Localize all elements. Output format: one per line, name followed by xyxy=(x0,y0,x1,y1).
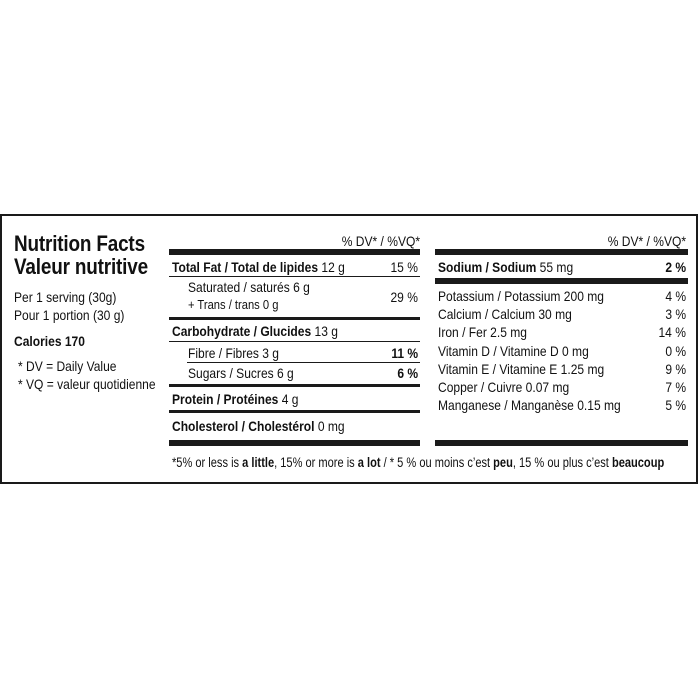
divider xyxy=(169,440,420,446)
serving-fr: Pour 1 portion (30 g) xyxy=(14,307,125,323)
dv-potassium: 4 % xyxy=(665,288,686,304)
dv-sat-trans: 29 % xyxy=(390,289,418,305)
dv-sodium: 2 % xyxy=(665,259,686,275)
nutrient-saturated: Saturated / saturés 6 g xyxy=(188,279,310,295)
nutrient-calcium: Calcium / Calcium 30 mg xyxy=(438,306,572,322)
dv-sugars: 6 % xyxy=(397,365,418,381)
title-fr: Valeur nutritive xyxy=(14,254,148,279)
nutrient-manganese: Manganese / Manganèse 0.15 mg xyxy=(438,397,621,413)
dv-copper: 7 % xyxy=(665,379,686,395)
calories: Calories 170 xyxy=(14,333,85,349)
dv-manganese: 5 % xyxy=(665,397,686,413)
dv-fibre: 11 % xyxy=(391,345,418,361)
nutrient-copper: Copper / Cuivre 0.07 mg xyxy=(438,379,570,395)
note-vq: * VQ = valeur quotidienne xyxy=(18,376,156,392)
dv-header-left: % DV* / %VQ* xyxy=(341,233,420,249)
divider xyxy=(435,278,688,284)
nutrient-iron: Iron / Fer 2.5 mg xyxy=(438,324,527,340)
dv-total-fat: 15 % xyxy=(390,259,418,275)
dv-vitamin-d: 0 % xyxy=(665,343,686,359)
divider xyxy=(435,440,688,446)
nutrient-vitamin-e: Vitamin E / Vitamine E 1.25 mg xyxy=(438,361,605,377)
note-dv: * DV = Daily Value xyxy=(18,358,117,374)
nutrient-fibre: Fibre / Fibres 3 g xyxy=(188,345,280,361)
divider xyxy=(169,384,420,387)
divider xyxy=(169,276,420,277)
divider xyxy=(169,341,420,342)
nutrient-total-fat: Total Fat / Total de lipides 12 g xyxy=(172,259,345,275)
divider xyxy=(169,317,420,320)
nutrient-sodium: Sodium / Sodium 55 mg xyxy=(438,259,574,275)
serving-en: Per 1 serving (30g) xyxy=(14,289,117,305)
nutrient-vitamin-d: Vitamin D / Vitamine D 0 mg xyxy=(438,343,589,359)
nutrient-sugars: Sugars / Sucres 6 g xyxy=(188,365,294,381)
nutrient-cholesterol: Cholesterol / Cholestérol 0 mg xyxy=(172,418,345,434)
dv-calcium: 3 % xyxy=(665,306,686,322)
nutrient-potassium: Potassium / Potassium 200 mg xyxy=(438,288,604,304)
dv-iron: 14 % xyxy=(658,324,686,340)
divider xyxy=(187,362,420,363)
nutrition-label xyxy=(0,214,698,484)
divider xyxy=(169,410,420,413)
title-en: Nutrition Facts xyxy=(14,231,145,256)
dv-header-right: % DV* / %VQ* xyxy=(607,233,686,249)
divider xyxy=(435,249,688,255)
nutrient-protein: Protein / Protéines 4 g xyxy=(172,391,299,407)
dv-vitamin-e: 9 % xyxy=(665,361,686,377)
footnote: *5% or less is a little, 15% or more is a lot / * 5 % ou moins c’est peu, 15 % ou plus c’est beaucoup xyxy=(172,455,665,470)
nutrient-carbohydrate: Carbohydrate / Glucides 13 g xyxy=(172,323,338,339)
divider xyxy=(169,249,420,255)
nutrient-trans: + Trans / trans 0 g xyxy=(188,297,279,312)
